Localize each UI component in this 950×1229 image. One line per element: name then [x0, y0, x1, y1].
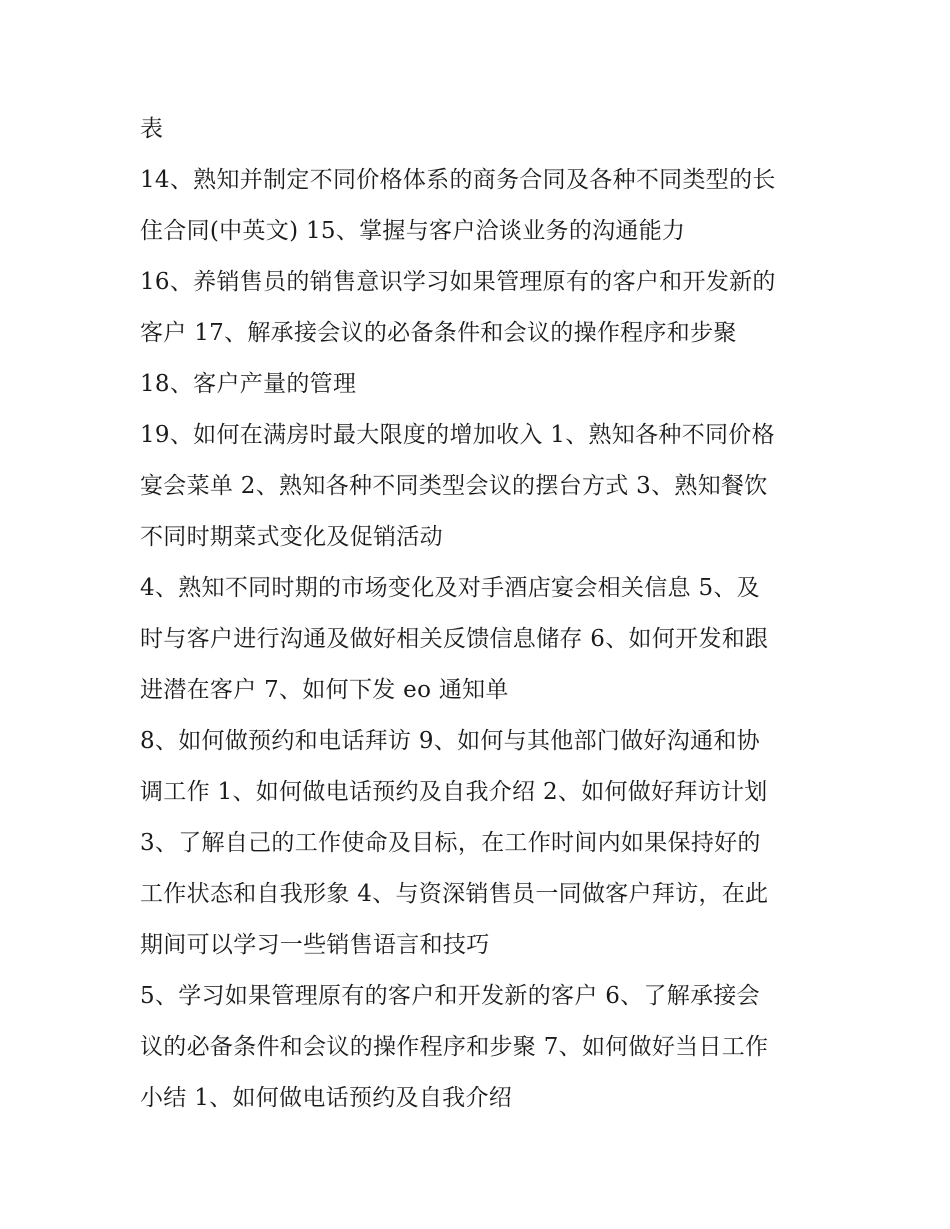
text-line: 5、学习如果管理原有的客户和开发新的客户 6、了解承接会 [140, 983, 760, 1009]
text-line: 4、熟知不同时期的市场变化及对手酒店宴会相关信息 5、及 [140, 575, 760, 601]
text-line: 16、养销售员的销售意识学习如果管理原有的客户和开发新的 [140, 269, 776, 295]
text-line: 小结 1、如何做电话预约及自我介绍 [140, 1085, 513, 1111]
text-line: 3、了解自己的工作使命及目标，在工作时间内如果保持好的 [140, 830, 761, 856]
text-line: 表 [140, 116, 164, 142]
text-line: 18、客户产量的管理 [140, 371, 357, 397]
text-line: 14、熟知并制定不同价格体系的商务合同及各种不同类型的长 [140, 167, 776, 193]
text-line: 19、如何在满房时最大限度的增加收入 1、熟知各种不同价格 [140, 422, 775, 448]
text-line: 进潜在客户 7、如何下发 eo 通知单 [140, 677, 509, 703]
text-line: 8、如何做预约和电话拜访 9、如何与其他部门做好沟通和协 [140, 728, 760, 754]
text-line: 调工作 1、如何做电话预约及自我介绍 2、如何做好拜访计划 [140, 779, 768, 805]
text-line: 宴会菜单 2、熟知各种不同类型会议的摆台方式 3、熟知餐饮 [140, 473, 768, 499]
text-line: 期间可以学习一些销售语言和技巧 [140, 932, 490, 958]
text-line: 不同时期菜式变化及促销活动 [140, 524, 443, 550]
text-line: 时与客户进行沟通及做好相关反馈信息储存 6、如何开发和跟 [140, 626, 769, 652]
text-line: 客户 17、解承接会议的必备条件和会议的操作程序和步聚 [140, 320, 737, 346]
document-body [140, 104, 820, 1124]
text-line: 住合同(中英文) 15、掌握与客户洽谈业务的沟通能力 [140, 218, 686, 244]
text-line: 议的必备条件和会议的操作程序和步聚 7、如何做好当日工作 [140, 1034, 769, 1060]
text-line: 工作状态和自我形象 4、与资深销售员一同做客户拜访，在此 [140, 881, 769, 907]
